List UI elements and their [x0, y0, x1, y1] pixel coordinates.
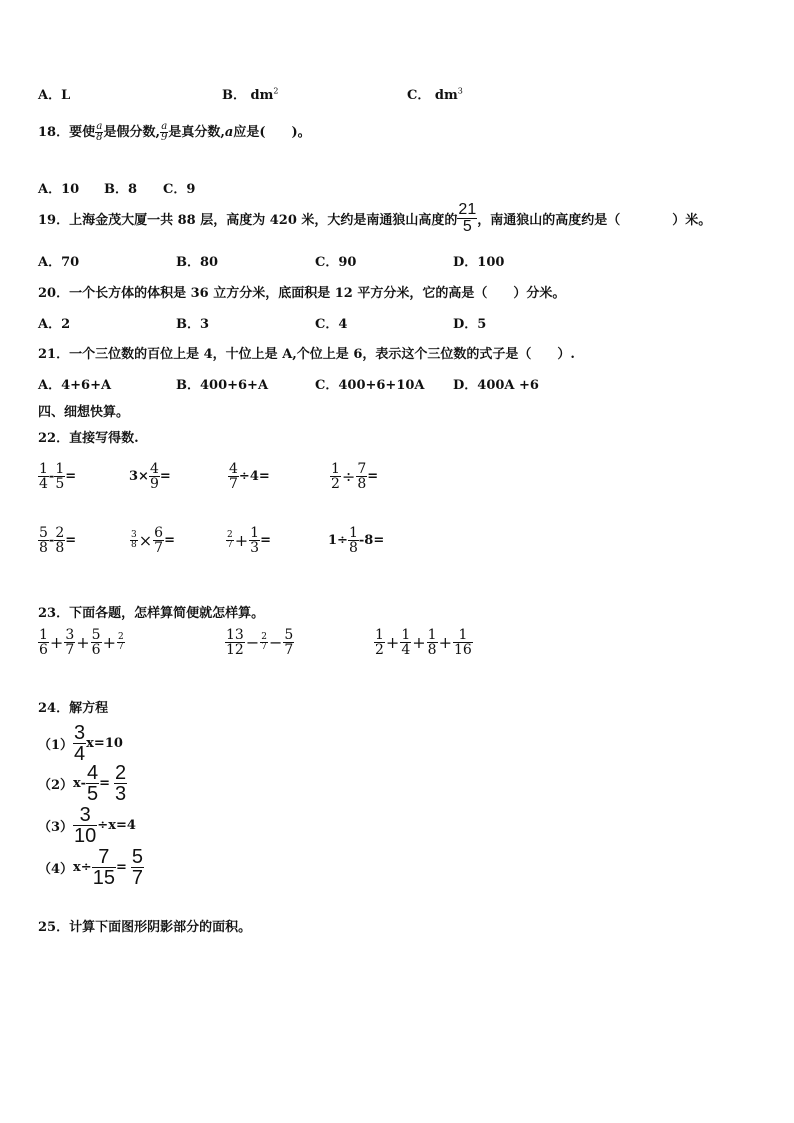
- numerator: 7: [357, 461, 367, 477]
- denominator: 8: [427, 642, 437, 658]
- option-text: dm: [434, 88, 458, 103]
- denominator: 7: [284, 642, 294, 658]
- operator: −: [268, 633, 283, 652]
- prefix: 1÷: [328, 533, 348, 548]
- q21-question: 21．一个三位数的百位上是 4，十位上是 A,个位上是 6，表示这个三位数的式子是（ ）.: [38, 347, 575, 362]
- operator: -: [48, 469, 55, 484]
- numerator: 4: [149, 461, 159, 477]
- operator: +: [438, 633, 452, 652]
- q23-expr-1: [38, 628, 125, 657]
- numerator: 3: [73, 805, 97, 826]
- fraction: [374, 628, 385, 657]
- denominator: 7: [227, 540, 233, 550]
- q22-title: 22．直接写得数.: [38, 431, 139, 446]
- equation-label: （1）: [38, 738, 74, 753]
- q17-option-c: [407, 84, 463, 103]
- equals: =: [115, 860, 127, 875]
- equation-text: x=10: [86, 736, 123, 751]
- numerator: 1: [39, 627, 48, 643]
- denominator: 7: [65, 642, 75, 658]
- q18-option-c: C．9: [163, 182, 196, 197]
- fraction: [427, 628, 438, 657]
- q18-option-a: A．10: [38, 182, 80, 197]
- denominator: 7: [117, 642, 124, 652]
- operator: +: [102, 633, 116, 652]
- denominator: 5: [462, 218, 472, 235]
- equation-label: （4）: [38, 862, 74, 877]
- denominator: 8: [357, 476, 367, 492]
- numerator: 1: [250, 525, 260, 541]
- fraction: [260, 633, 268, 652]
- fraction: [114, 763, 127, 804]
- fraction: [457, 202, 477, 235]
- q21-option-b: B．400+6+A: [176, 378, 269, 393]
- denominator: 7: [154, 540, 164, 556]
- q19-option-b: B．80: [176, 255, 219, 270]
- q20-option-b: B．3: [176, 317, 210, 332]
- operator: ×: [138, 531, 153, 550]
- numerator: 3: [74, 722, 86, 744]
- fraction: [117, 633, 125, 652]
- numerator: 4: [229, 461, 238, 477]
- option-letter: B．: [222, 88, 246, 103]
- numerator: 2: [117, 632, 124, 642]
- denominator: 4: [401, 642, 411, 658]
- equals: =: [164, 533, 175, 548]
- numerator: 3: [65, 627, 75, 643]
- denominator: 8: [55, 540, 65, 556]
- equation-label: （3）: [38, 820, 74, 835]
- operator: ÷: [341, 467, 356, 486]
- numerator: 1: [375, 627, 384, 643]
- q22-expr-1: [38, 462, 76, 491]
- q19-question: [38, 202, 711, 235]
- numerator: 13: [226, 627, 244, 643]
- q22-expr-6: [130, 526, 175, 555]
- fraction: [153, 526, 164, 555]
- denominator: 8: [39, 540, 48, 556]
- equals: =: [159, 469, 171, 484]
- fraction: [131, 847, 144, 888]
- denominator: 10: [74, 825, 97, 847]
- fraction: [225, 628, 245, 657]
- q24-equation-1: [38, 723, 123, 764]
- q24-equation-3: [38, 805, 136, 846]
- fraction: [73, 723, 86, 764]
- fraction: [400, 628, 411, 657]
- equals: =: [99, 776, 110, 791]
- denominator: 4: [39, 476, 48, 492]
- q22-expr-8: [328, 526, 384, 555]
- numerator: 2: [261, 632, 267, 642]
- numerator: 6: [154, 525, 164, 541]
- denominator: 7: [229, 476, 238, 492]
- numerator: 5: [39, 525, 48, 541]
- fraction: [228, 462, 239, 491]
- question-text: 要使: [69, 125, 96, 140]
- numerator: 2: [55, 525, 65, 541]
- fraction: [38, 526, 49, 555]
- q20-option-a: A．2: [38, 317, 71, 332]
- question-text: 19．上海金茂大厦一共 88 层，高度为 420 米，大约是南通狼山高度的: [38, 213, 458, 228]
- numerator: 1: [427, 627, 437, 643]
- q23-title: 23．下面各题，怎样算简便就怎样算。: [38, 606, 265, 621]
- equals: =: [65, 533, 77, 548]
- q17-option-a: [38, 84, 70, 103]
- fraction: [91, 628, 102, 657]
- numerator: a: [96, 121, 103, 132]
- q22-expr-7: [226, 526, 271, 555]
- option-text: dm: [250, 88, 274, 103]
- suffix: ÷4=: [238, 469, 270, 484]
- fraction: [86, 763, 99, 804]
- denominator: 9: [161, 132, 168, 143]
- denominator: 16: [453, 642, 472, 658]
- q20-option-d: D．5: [453, 317, 487, 332]
- fraction: [54, 462, 65, 491]
- operator: +: [385, 633, 400, 652]
- q23-expr-2: [225, 628, 294, 657]
- question-number: 18．: [38, 125, 70, 140]
- operator: +: [234, 531, 249, 550]
- equation-label: （2）: [38, 778, 74, 793]
- operator: +: [49, 633, 64, 652]
- numerator: 2: [115, 762, 127, 784]
- fraction: [64, 628, 75, 657]
- q20-option-c: C．4: [315, 317, 348, 332]
- numerator: 1: [331, 461, 340, 477]
- option-text: L: [61, 88, 71, 103]
- numerator: 5: [91, 627, 101, 643]
- question-text: ，南通狼山的高度约是（ ）米。: [477, 213, 712, 228]
- equation-text: x-: [73, 776, 86, 791]
- fraction: [92, 847, 116, 888]
- option-superscript: 3: [457, 86, 463, 96]
- denominator: 8: [348, 540, 358, 556]
- numerator: 5: [131, 846, 143, 868]
- denominator: 8: [96, 132, 103, 143]
- fraction: [330, 462, 341, 491]
- numerator: 1: [55, 461, 65, 477]
- denominator: 5: [55, 476, 65, 492]
- q22-expr-3: [228, 462, 270, 491]
- denominator: 3: [115, 783, 127, 805]
- fraction: [149, 462, 160, 491]
- q22-expr-2: [129, 462, 171, 491]
- operator: +: [76, 633, 90, 652]
- denominator: 4: [74, 743, 86, 765]
- question-text: 是假分数,: [103, 125, 161, 140]
- denominator: 5: [86, 783, 99, 805]
- variable: a: [224, 125, 234, 140]
- numerator: 2: [227, 530, 233, 540]
- fraction: [226, 531, 234, 550]
- numerator: 21: [458, 201, 477, 218]
- question-text: 应是( )。: [233, 125, 311, 140]
- fraction: [348, 526, 359, 555]
- fraction: [130, 531, 138, 550]
- denominator: 6: [39, 642, 48, 658]
- equals: =: [367, 469, 379, 484]
- numerator: 1: [348, 525, 358, 541]
- operator: -: [48, 533, 55, 548]
- numerator: 5: [284, 627, 294, 643]
- denominator: 9: [149, 476, 159, 492]
- equation-text: x÷: [73, 860, 92, 875]
- q23-expr-3: [374, 628, 473, 657]
- q18-option-b: B．8: [104, 182, 138, 197]
- q22-expr-5: [38, 526, 76, 555]
- q18-question: [38, 122, 311, 143]
- denominator: 2: [375, 642, 384, 658]
- q24-equation-2: [38, 763, 127, 804]
- denominator: 8: [131, 540, 137, 550]
- fraction: [38, 462, 49, 491]
- q19-option-c: C．90: [315, 255, 357, 270]
- denominator: 7: [131, 867, 143, 889]
- numerator: 4: [86, 762, 99, 784]
- fraction: [356, 462, 367, 491]
- numerator: 1: [39, 461, 48, 477]
- fraction: [249, 526, 260, 555]
- q21-option-d: D．400A +6: [453, 378, 539, 393]
- denominator: 3: [250, 540, 260, 556]
- question-text: 是真分数,: [168, 125, 225, 140]
- equals: =: [260, 533, 271, 548]
- q22-expr-4: [330, 462, 378, 491]
- q20-question: 20．一个长方体的体积是 36 立方分米，底面积是 12 平方分米，它的高是（ ）分米。: [38, 286, 566, 301]
- denominator: 2: [331, 476, 340, 492]
- equation-text: ÷x=4: [97, 818, 136, 833]
- q24-equation-4: [38, 847, 144, 888]
- q17-option-b: [222, 84, 278, 103]
- fraction: [283, 628, 294, 657]
- equals: =: [65, 469, 77, 484]
- section-heading: 四、细想快算。: [38, 405, 130, 420]
- denominator: 15: [92, 867, 115, 889]
- suffix: -8=: [358, 533, 385, 548]
- operator: −: [245, 633, 260, 652]
- denominator: 7: [261, 642, 267, 652]
- numerator: 1: [453, 628, 473, 643]
- numerator: a: [161, 121, 168, 132]
- q25-question: 25．计算下面图形阴影部分的面积。: [38, 920, 252, 935]
- fraction: [73, 805, 97, 846]
- numerator: 1: [401, 627, 411, 643]
- operator: +: [412, 633, 426, 652]
- denominator: 6: [91, 642, 101, 658]
- fraction: [54, 526, 65, 555]
- denominator: 12: [226, 642, 244, 658]
- q24-title: 24．解方程: [38, 701, 109, 716]
- option-superscript: 2: [273, 86, 279, 96]
- q21-option-c: C．400+6+10A: [315, 378, 425, 393]
- option-letter: C．: [407, 88, 431, 103]
- prefix: 3×: [129, 469, 149, 484]
- q19-option-d: D．100: [453, 255, 505, 270]
- q19-option-a: A．70: [38, 255, 80, 270]
- q21-option-a: A．4+6+A: [38, 378, 112, 393]
- fraction: [38, 628, 49, 657]
- numerator: 3: [131, 530, 137, 540]
- option-letter: A．: [38, 88, 62, 103]
- numerator: 7: [92, 847, 116, 868]
- fraction: [453, 628, 473, 657]
